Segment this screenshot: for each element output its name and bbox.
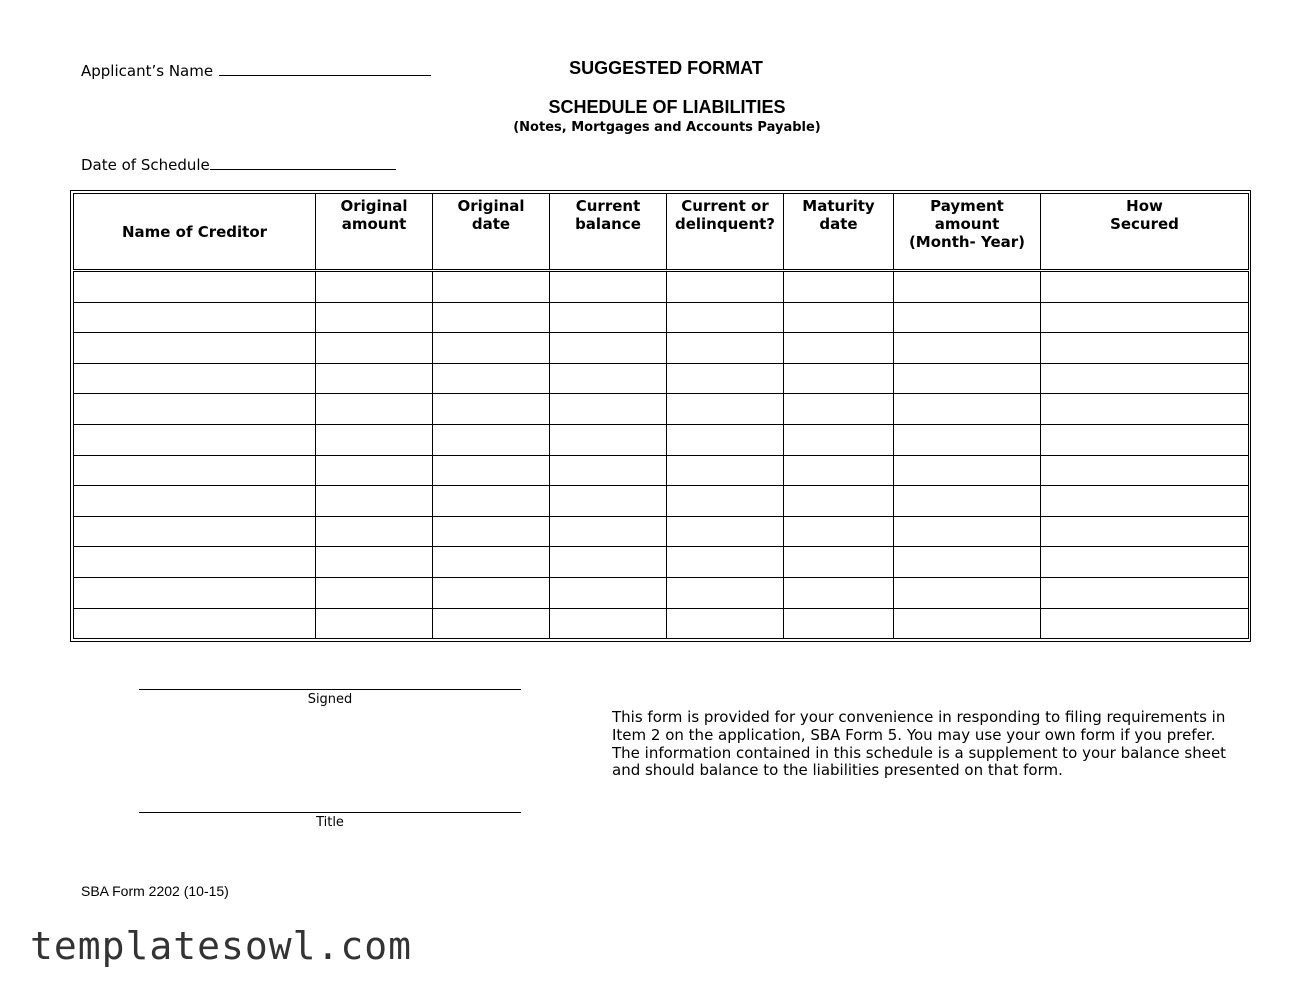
table-cell[interactable]: [784, 547, 894, 578]
table-cell[interactable]: [316, 455, 433, 486]
table-cell[interactable]: [1041, 455, 1249, 486]
table-cell[interactable]: [316, 271, 433, 303]
table-cell[interactable]: [316, 486, 433, 517]
column-header: [316, 194, 433, 271]
signed-line[interactable]: [139, 689, 521, 690]
table-cell[interactable]: [784, 455, 894, 486]
table-cell[interactable]: [550, 271, 667, 303]
table-cell[interactable]: [667, 271, 784, 303]
table-cell[interactable]: [550, 547, 667, 578]
table-cell[interactable]: [1041, 608, 1249, 639]
table-cell[interactable]: [894, 333, 1041, 364]
table-cell[interactable]: [316, 394, 433, 425]
table-cell[interactable]: [433, 271, 550, 303]
table-cell[interactable]: [74, 516, 316, 547]
table-cell[interactable]: [894, 455, 1041, 486]
column-header-text: Original amount: [340, 197, 408, 233]
table-row: [74, 547, 1249, 578]
instructions-note: This form is provided for your convenience in responding to filing requirements in Item 2 on the application, SBA Form 5. You may use your own form if you prefer. The information contained in this schedule is a supplement to your balance sheet and should balance to the liabilities presented on that form.: [612, 708, 1227, 780]
table-cell[interactable]: [1041, 271, 1249, 303]
table-cell[interactable]: [894, 547, 1041, 578]
table-cell[interactable]: [433, 516, 550, 547]
table-cell[interactable]: [316, 424, 433, 455]
table-cell[interactable]: [667, 302, 784, 333]
table-cell[interactable]: [1041, 302, 1249, 333]
table-cell[interactable]: [894, 271, 1041, 303]
table-cell[interactable]: [316, 516, 433, 547]
table-cell[interactable]: [433, 547, 550, 578]
table-row: [74, 577, 1249, 608]
table-cell[interactable]: [550, 302, 667, 333]
table-cell[interactable]: [1041, 547, 1249, 578]
table-cell[interactable]: [550, 608, 667, 639]
table-row: [74, 608, 1249, 639]
table-cell[interactable]: [550, 333, 667, 364]
title-label: Title: [316, 815, 344, 830]
table-cell[interactable]: [667, 394, 784, 425]
table-cell[interactable]: [550, 424, 667, 455]
table-cell[interactable]: [74, 455, 316, 486]
table-cell[interactable]: [550, 363, 667, 394]
liabilities-table-frame: [70, 190, 1251, 642]
table-cell[interactable]: [550, 486, 667, 517]
table-cell[interactable]: [667, 516, 784, 547]
table-cell[interactable]: [894, 424, 1041, 455]
table-cell[interactable]: [894, 394, 1041, 425]
table-cell[interactable]: [1041, 363, 1249, 394]
table-cell[interactable]: [894, 486, 1041, 517]
table-cell[interactable]: [1041, 486, 1249, 517]
schedule-subtitle: (Notes, Mortgages and Accounts Payable): [513, 120, 821, 135]
form-title: SUGGESTED FORMAT: [569, 58, 763, 78]
table-cell[interactable]: [784, 333, 894, 364]
watermark: templatesowl.com: [30, 924, 413, 968]
table-cell[interactable]: [74, 424, 316, 455]
table-cell[interactable]: [433, 486, 550, 517]
table-cell[interactable]: [667, 577, 784, 608]
column-header-text: Original date: [457, 197, 525, 233]
table-row: [74, 333, 1249, 364]
table-cell[interactable]: [316, 302, 433, 333]
table-cell[interactable]: [1041, 516, 1249, 547]
table-cell[interactable]: [433, 424, 550, 455]
table-cell[interactable]: [433, 333, 550, 364]
table-cell[interactable]: [667, 363, 784, 394]
table-cell[interactable]: [316, 608, 433, 639]
table-cell[interactable]: [74, 302, 316, 333]
liabilities-table: [73, 193, 1249, 639]
column-header: [433, 194, 550, 271]
table-cell[interactable]: [433, 302, 550, 333]
table-cell[interactable]: [894, 516, 1041, 547]
table-cell[interactable]: [316, 333, 433, 364]
title-line[interactable]: [139, 812, 521, 813]
table-row: [74, 486, 1249, 517]
table-cell[interactable]: [316, 363, 433, 394]
table-row: [74, 424, 1249, 455]
table-cell[interactable]: [1041, 424, 1249, 455]
column-header-text: Current balance: [575, 197, 641, 233]
table-cell[interactable]: [784, 271, 894, 303]
signed-label: Signed: [307, 692, 353, 707]
column-header-text: Current or delinquent?: [674, 197, 775, 233]
table-cell[interactable]: [894, 577, 1041, 608]
column-header: [1041, 194, 1249, 271]
schedule-title: SCHEDULE OF LIABILITIES: [548, 97, 786, 117]
column-header: [894, 194, 1041, 271]
column-header-text: How Secured: [1110, 197, 1179, 233]
table-cell[interactable]: [667, 547, 784, 578]
table-cell[interactable]: [667, 333, 784, 364]
table-cell[interactable]: [784, 486, 894, 517]
table-cell[interactable]: [550, 455, 667, 486]
table-cell[interactable]: [74, 333, 316, 364]
table-cell[interactable]: [433, 455, 550, 486]
date-of-schedule-label: Date of Schedule: [81, 156, 210, 174]
table-row: [74, 516, 1249, 547]
table-header-row: [74, 194, 1249, 271]
column-header: [667, 194, 784, 271]
table-cell[interactable]: [433, 608, 550, 639]
table-cell[interactable]: [667, 608, 784, 639]
table-cell[interactable]: [784, 608, 894, 639]
table-cell[interactable]: [894, 363, 1041, 394]
applicant-name-label: Applicant’s Name: [81, 62, 214, 80]
date-of-schedule-field[interactable]: [81, 155, 396, 174]
table-row: [74, 363, 1249, 394]
column-header: [550, 194, 667, 271]
column-header-text: Name of Creditor: [121, 222, 268, 241]
table-cell[interactable]: [74, 271, 316, 303]
table-cell[interactable]: [784, 516, 894, 547]
table-row: [74, 302, 1249, 333]
table-cell[interactable]: [784, 577, 894, 608]
column-header-text: Maturity date: [802, 197, 875, 233]
table-body: [74, 271, 1249, 639]
table-row: [74, 455, 1249, 486]
column-header-text: Payment amount (Month- Year): [908, 197, 1026, 251]
table-cell[interactable]: [74, 547, 316, 578]
table-cell[interactable]: [784, 302, 894, 333]
table-cell[interactable]: [1041, 333, 1249, 364]
table-cell[interactable]: [550, 516, 667, 547]
table-row: [74, 271, 1249, 303]
table-cell[interactable]: [550, 577, 667, 608]
table-cell[interactable]: [316, 577, 433, 608]
table-cell[interactable]: [1041, 577, 1249, 608]
table-cell[interactable]: [433, 394, 550, 425]
table-cell[interactable]: [667, 424, 784, 455]
table-cell[interactable]: [1041, 394, 1249, 425]
table-cell[interactable]: [550, 394, 667, 425]
table-cell[interactable]: [894, 608, 1041, 639]
table-cell[interactable]: [316, 547, 433, 578]
column-header: [784, 194, 894, 271]
table-cell[interactable]: [74, 363, 316, 394]
form-number: SBA Form 2202 (10-15): [81, 883, 229, 899]
table-cell[interactable]: [433, 577, 550, 608]
date-of-schedule-line[interactable]: [210, 155, 396, 170]
column-header: [74, 194, 316, 271]
table-cell[interactable]: [784, 394, 894, 425]
table-cell[interactable]: [74, 394, 316, 425]
table-cell[interactable]: [667, 486, 784, 517]
table-cell[interactable]: [74, 577, 316, 608]
table-row: [74, 394, 1249, 425]
table-cell[interactable]: [784, 424, 894, 455]
table-cell[interactable]: [74, 486, 316, 517]
table-cell[interactable]: [667, 455, 784, 486]
table-cell[interactable]: [894, 302, 1041, 333]
table-cell[interactable]: [433, 363, 550, 394]
table-cell[interactable]: [784, 363, 894, 394]
table-cell[interactable]: [74, 608, 316, 639]
